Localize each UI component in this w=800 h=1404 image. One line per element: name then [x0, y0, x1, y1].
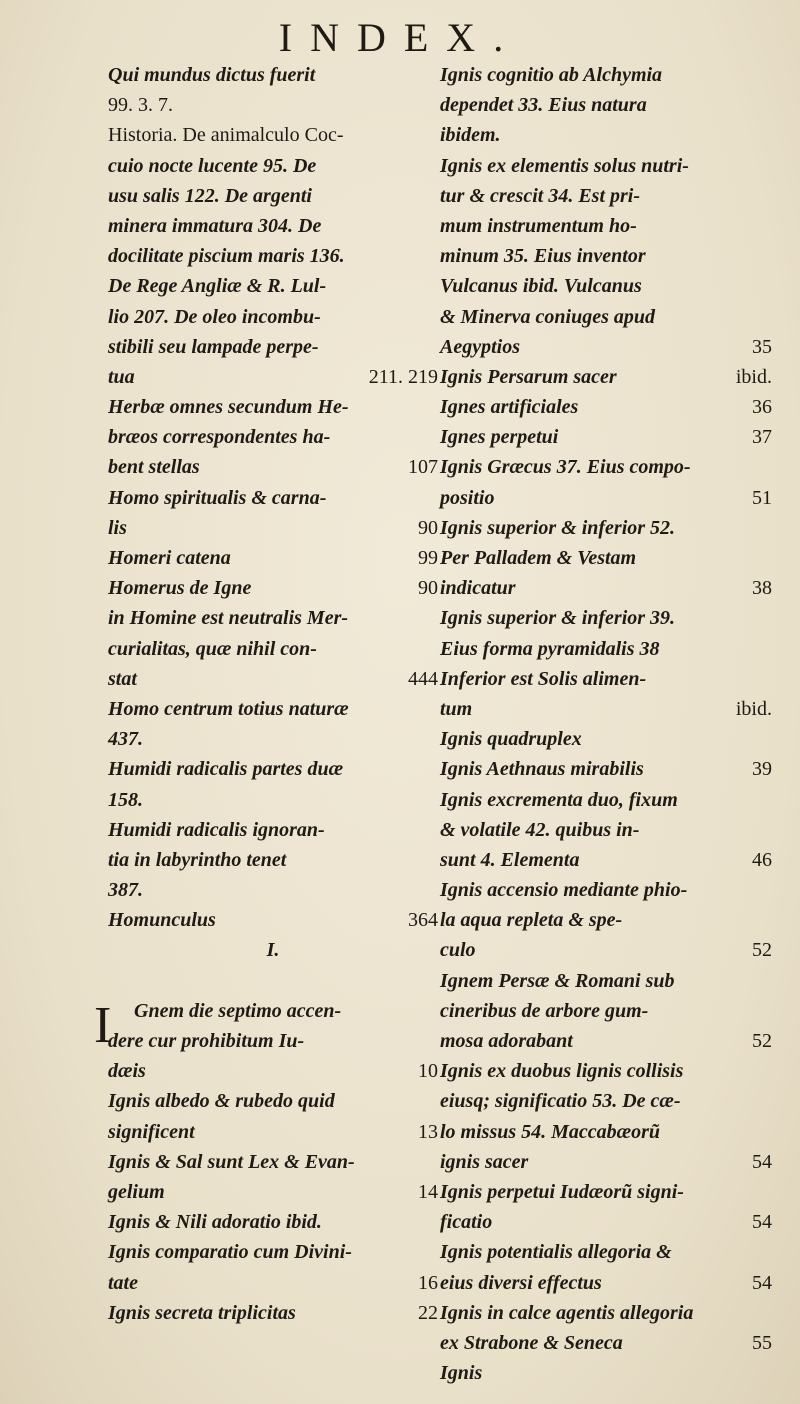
entry-text: Ignis Persarum sacer — [440, 365, 617, 388]
entry-text: tua — [108, 365, 135, 388]
entry-text: eiusq; significatio 53. De cæ- — [440, 1090, 681, 1113]
entry-text: Ignis & Sal sunt Lex & Evan- — [108, 1150, 355, 1173]
index-entry-line — [108, 845, 438, 875]
index-entry-line — [108, 422, 438, 452]
entry-text: Ignes perpetui — [440, 426, 559, 449]
index-entry-line — [440, 302, 772, 332]
entry-text: Ignes artificiales — [440, 396, 579, 419]
entry-text: Inferior est Solis alimen- — [440, 667, 647, 690]
index-entry-line — [108, 785, 438, 815]
page-reference: 16 — [418, 1271, 438, 1294]
index-entry-line — [108, 543, 438, 573]
index-entry-line — [440, 1358, 772, 1388]
page-header: INDEX. — [278, 15, 522, 60]
page-reference: 37 — [752, 426, 772, 449]
index-entry-line — [440, 392, 772, 422]
blank-line — [108, 966, 438, 996]
entry-text: tate — [108, 1271, 138, 1294]
index-entry-line — [440, 90, 772, 120]
index-entry-line — [440, 1268, 772, 1298]
index-entry-line — [440, 935, 772, 965]
entry-text: Ignis excrementa duo, fixum — [440, 788, 678, 811]
index-entry-line — [440, 452, 772, 482]
entry-text: mosa adorabant — [440, 1030, 573, 1052]
index-entry-line — [108, 1237, 438, 1267]
index-entry-line — [108, 815, 438, 845]
page-reference: 10 — [418, 1060, 438, 1083]
entry-text: dæis — [108, 1060, 146, 1083]
entry-text: Ignis superior & inferior 39. — [440, 607, 676, 630]
index-entry-line — [108, 452, 438, 482]
index-entry-line — [108, 1117, 438, 1147]
index-entry-line — [440, 181, 772, 211]
entry-text: tia in labyrintho tenet — [108, 848, 287, 871]
index-entry-line — [108, 603, 438, 633]
entry-text: Ignis in calce agentis allegoria — [440, 1301, 694, 1324]
entry-text: usu salis 122. De argenti — [108, 184, 312, 207]
entry-text: stat — [108, 667, 137, 690]
entry-text: Ignis secreta triplicitas — [108, 1301, 296, 1324]
entry-text: tur & crescit 34. Est pri- — [440, 184, 641, 207]
page-reference: 211. 219 — [368, 365, 438, 388]
entry-text: dere cur prohibitum Iu- — [108, 1030, 305, 1052]
index-entry-line — [440, 996, 772, 1026]
index-entry-line — [108, 1056, 438, 1086]
page-reference: 35 — [752, 335, 772, 358]
page-reference: 55 — [752, 1331, 772, 1354]
index-entry-line — [440, 483, 772, 513]
index-entry-line — [108, 271, 438, 301]
index-entry-line — [440, 573, 772, 603]
entry-text: docilitate piscium maris 136. — [108, 245, 345, 268]
index-entry-line — [440, 1298, 772, 1328]
page-reference: 107 — [408, 456, 438, 479]
index-entry-line — [440, 905, 772, 935]
entry-text: tum — [440, 697, 473, 720]
entry-text: cineribus de arbore gum- — [440, 999, 649, 1022]
entry-text: 158. — [108, 788, 143, 811]
entry-text: Aegyptios — [440, 335, 520, 358]
index-entry-line — [440, 211, 772, 241]
index-entry-line — [440, 694, 772, 724]
entry-text: Ignis perpetui Iudæorũ signi- — [440, 1180, 684, 1203]
index-entry-line — [440, 513, 772, 543]
entry-text: 387. — [108, 879, 143, 902]
page-reference: 52 — [752, 939, 772, 962]
index-entry-line — [440, 1207, 772, 1237]
entry-text: Homeri catena — [108, 547, 231, 569]
entry-text: minum 35. Eius inventor — [440, 245, 646, 268]
index-entry-line — [440, 241, 772, 271]
index-entry-line — [108, 875, 438, 905]
entry-text: mum instrumentum ho- — [440, 214, 637, 237]
index-entry-line — [440, 271, 772, 301]
entry-text: ex Strabone & Seneca — [440, 1331, 623, 1354]
index-entry-line — [108, 241, 438, 271]
entry-text: gelium — [108, 1180, 165, 1203]
index-entry-line — [108, 1207, 438, 1237]
entry-text: bræos correspondentes ha- — [108, 426, 331, 449]
index-entry-line — [440, 815, 772, 845]
entry-text: lio 207. De oleo incombu- — [108, 305, 321, 328]
entry-text: Ignis superior & inferior 52. — [440, 516, 676, 539]
page-reference: ibid. — [735, 365, 772, 388]
index-entry-line — [108, 724, 438, 754]
entry-text: Humidi radicalis ignoran- — [108, 818, 325, 841]
index-entry-line — [440, 845, 772, 875]
entry-text: eius diversi effectus — [440, 1271, 602, 1294]
entry-text: Ignis accensio mediante phio- — [440, 879, 688, 902]
index-entry-line — [440, 1086, 772, 1116]
entry-text: Homo spiritualis & carna- — [108, 486, 327, 509]
right-index-column — [440, 60, 772, 1388]
index-entry-line — [108, 120, 438, 150]
index-entry-line — [108, 513, 438, 543]
index-entry-line — [108, 483, 438, 513]
index-entry-line — [440, 543, 772, 573]
index-entry-line — [440, 60, 772, 90]
entry-text: Eius forma pyramidalis 38 — [440, 637, 660, 660]
entry-text: Ignis albedo & rubedo quid — [108, 1090, 335, 1113]
entry-text: & Minerva coniuges apud — [440, 305, 656, 328]
entry-text: Ignis & Nili adoratio ibid. — [108, 1211, 322, 1234]
entry-text: stibili seu lampade perpe- — [108, 335, 319, 358]
index-entry-line — [440, 966, 772, 996]
index-entry-line — [108, 181, 438, 211]
index-entry-line — [108, 664, 438, 694]
entry-text: indicatur — [440, 577, 516, 600]
page-reference: 364 — [408, 909, 438, 932]
index-entry-line — [440, 332, 772, 362]
entry-text: ficatio — [440, 1211, 493, 1234]
entry-text: bent stellas — [108, 456, 200, 479]
entry-text: 437. — [108, 728, 143, 751]
page-reference: 51 — [752, 486, 772, 509]
entry-text: positio — [440, 486, 495, 509]
entry-text: Ignis comparatio cum Divini- — [108, 1241, 352, 1264]
entry-text: Ignis quadruplex — [440, 728, 582, 751]
index-entry-line — [108, 573, 438, 603]
entry-text: Ignem Persæ & Romani sub — [440, 969, 675, 992]
index-entry-line — [440, 1117, 772, 1147]
index-entry-line — [440, 754, 772, 784]
entry-text: Gnem die septimo accen- — [134, 999, 342, 1022]
index-entry-line — [440, 1056, 772, 1086]
entry-text: Homunculus — [108, 909, 216, 932]
index-entry-line — [108, 302, 438, 332]
entry-text: Ignis ex elementis solus nutri- — [440, 154, 689, 177]
index-entry-line — [108, 151, 438, 181]
page-reference: 54 — [752, 1271, 772, 1294]
index-entry-line — [440, 603, 772, 633]
index-entry-line — [108, 1086, 438, 1116]
page-reference: 13 — [418, 1120, 438, 1143]
index-entry-line — [108, 1026, 438, 1056]
index-entry-line — [440, 634, 772, 664]
page-reference: 46 — [752, 848, 772, 871]
left-index-column — [94, 60, 438, 1328]
index-entry-line — [440, 1328, 772, 1358]
page-reference: 54 — [752, 1211, 772, 1234]
page-reference: 52 — [752, 1030, 772, 1052]
page-reference: 90 — [418, 516, 438, 539]
page-reference: 39 — [752, 758, 772, 781]
entry-text: lis — [108, 516, 127, 539]
index-entry-line — [108, 211, 438, 241]
entry-text: Ignis — [440, 1362, 483, 1385]
page-reference: 14 — [418, 1180, 438, 1203]
entry-text: I. — [266, 939, 280, 962]
index-entry-line — [108, 634, 438, 664]
index-entry-line — [440, 422, 772, 452]
entry-text: Herbæ omnes secundum He- — [108, 396, 349, 419]
entry-text: Ignis Aethnaus mirabilis — [440, 758, 644, 781]
index-entry-line — [108, 935, 438, 965]
entry-text: ignis sacer — [440, 1150, 529, 1173]
entry-text: Historia. De animalculo Coc- — [108, 124, 344, 147]
index-entry-line — [108, 1268, 438, 1298]
entry-text: curialitas, quæ nihil con- — [108, 637, 317, 660]
index-entry-line — [108, 1147, 438, 1177]
index-entry-line — [108, 392, 438, 422]
page-reference: 90 — [418, 577, 438, 600]
page-reference: 99 — [418, 547, 438, 569]
page-reference: 38 — [752, 577, 772, 600]
entry-text: cuio nocte lucente 95. De — [108, 154, 317, 177]
page-reference: ibid. — [735, 697, 772, 720]
index-entry-line — [440, 120, 772, 150]
entry-text: minera immatura 304. De — [108, 214, 322, 237]
entry-text: Ignis potentialis allegoria & — [440, 1241, 672, 1264]
index-entry-line — [440, 664, 772, 694]
entry-text: 99. 3. 7. — [108, 94, 173, 117]
entry-text: significent — [108, 1120, 195, 1143]
entry-text: Ignis ex duobus lignis collisis — [440, 1060, 684, 1083]
page-reference: 22 — [418, 1301, 438, 1324]
entry-text: Homerus de Igne — [108, 577, 252, 600]
index-entry-line — [440, 785, 772, 815]
entry-text: lo missus 54. Maccabæorũ — [440, 1120, 661, 1143]
entry-text: De Rege Angliæ & R. Lul- — [108, 275, 327, 298]
index-entry-line — [440, 151, 772, 181]
entry-text: Qui mundus dictus fuerit — [108, 64, 316, 86]
index-entry-line — [440, 1177, 772, 1207]
index-entry-line — [108, 362, 438, 392]
drop-cap: I — [94, 996, 112, 1054]
index-entry-line — [108, 905, 438, 935]
index-entry-line — [440, 875, 772, 905]
entry-text: dependet 33. Eius natura — [440, 94, 647, 117]
index-entry-line — [108, 754, 438, 784]
entry-text: ibidem. — [440, 124, 501, 147]
index-entry-line — [108, 332, 438, 362]
index-entry-line — [440, 1147, 772, 1177]
index-entry-line — [440, 1026, 772, 1056]
index-entry-line — [108, 90, 438, 120]
index-entry-line — [440, 1237, 772, 1267]
page-reference: 444 — [408, 667, 438, 690]
entry-text: la aqua repleta & spe- — [440, 909, 623, 932]
entry-text: Homo centrum totius naturæ — [108, 697, 349, 720]
index-entry-line — [440, 724, 772, 754]
entry-text: & volatile 42. quibus in- — [440, 818, 640, 841]
entry-text: Ignis Græcus 37. Eius compo- — [440, 456, 691, 479]
index-entry-line — [108, 694, 438, 724]
page-reference: 36 — [752, 396, 772, 419]
entry-text: Ignis cognitio ab Alchymia — [440, 64, 663, 86]
page-reference: 54 — [752, 1150, 772, 1173]
entry-text: sunt 4. Elementa — [440, 848, 580, 871]
index-entry-line — [440, 362, 772, 392]
entry-text: Humidi radicalis partes duæ — [108, 758, 344, 781]
entry-text: in Homine est neutralis Mer- — [108, 607, 349, 630]
index-entry-line — [108, 1298, 438, 1328]
index-entry-line — [108, 60, 438, 90]
index-entry-line — [108, 1177, 438, 1207]
entry-text: Vulcanus ibid. Vulcanus — [440, 275, 642, 298]
entry-text: Per Palladem & Vestam — [440, 547, 637, 569]
entry-text: culo — [440, 939, 476, 962]
